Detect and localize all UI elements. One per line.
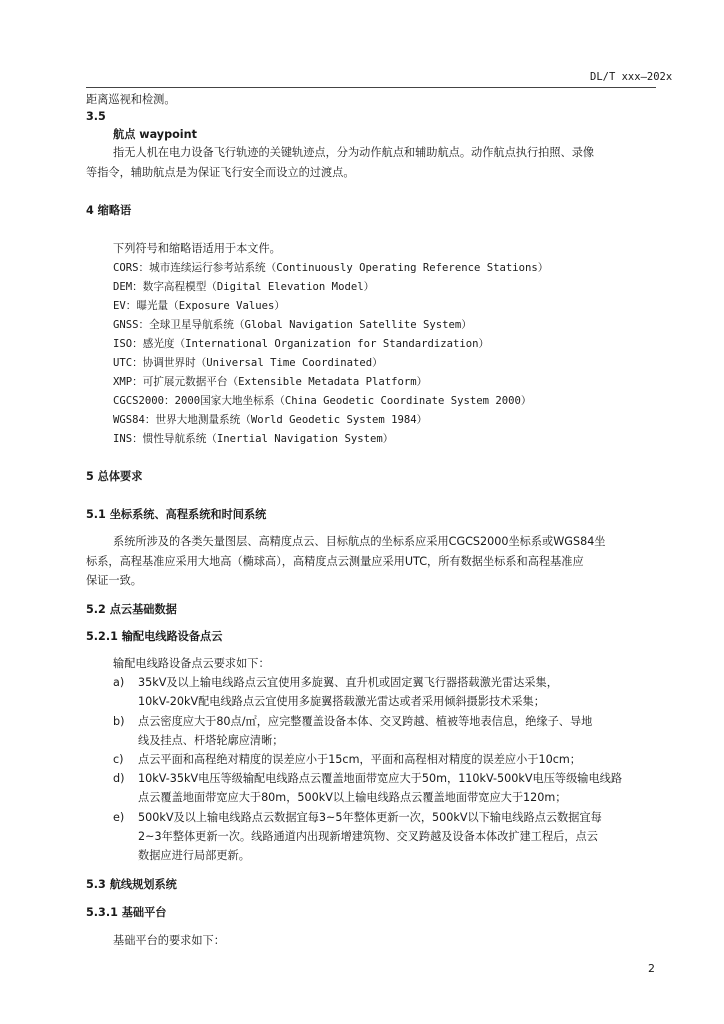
section-heading: 5.3.1 基础平台	[86, 906, 167, 919]
text-line: 10kV-20kV配电线路点云宜使用多旋翼搭载激光雷达或者采用倾斜摄影技术采集；	[138, 695, 545, 708]
text-line: 线及挂点、杆塔轮廓应清晰；	[138, 734, 284, 747]
text-line: EV：曝光量（Exposure Values）	[113, 300, 285, 312]
text-line: 点云平面和高程绝对精度的误差应小于15cm，平面和高程相对精度的误差应小于10cm；	[138, 753, 581, 766]
text-line: 10kV-35kV电压等级输配电线路点云覆盖地面带宽应大于50m，110kV-500kV电压等级输电线路	[138, 772, 623, 785]
text-line: 点云覆盖地面带宽应大于80m，500kV以上输电线路点云覆盖地面带宽应大于120m；	[138, 791, 567, 804]
text-line: c)	[113, 753, 124, 766]
text-line: 输配电线路设备点云要求如下：	[113, 657, 270, 670]
text-line: d)	[113, 772, 125, 785]
text-line: UTC：协调世界时（Universal Time Coordinated）	[113, 357, 383, 369]
text-line: CORS：城市连续运行参考站系统（Continuously Operating Reference Stations）	[113, 262, 549, 274]
text-line: b)	[113, 715, 125, 728]
text-line: 距离巡视和检测。	[86, 93, 176, 106]
text-line: 下列符号和缩略语适用于本文件。	[113, 242, 281, 255]
text-line: CGCS2000：2000国家大地坐标系（China Geodetic Coordinate System 2000）	[113, 395, 532, 407]
text-line: DEM：数字高程模型（Digital Elevation Model）	[113, 281, 375, 293]
document-code-header: DL/T xxx—202x	[590, 71, 673, 83]
text-line: ISO：感光度（International Organization for Standardization）	[113, 338, 490, 350]
text-line: GNSS：全球卫星导航系统（Global Navigation Satellite System）	[113, 319, 472, 331]
section-heading: 4 缩略语	[86, 204, 132, 217]
text-line: 保证一致。	[86, 574, 142, 587]
text-line: 500kV及以上输电线路点云数据宜每3~5年整体更新一次，500kV以下输电线路点云数据宜每	[138, 811, 602, 824]
page-number: 2	[648, 962, 655, 975]
text-line: e)	[113, 811, 125, 824]
section-heading: 5.1 坐标系统、高程系统和时间系统	[86, 508, 267, 521]
text-line: INS：惯性导航系统（Inertial Navigation System）	[113, 433, 394, 445]
text-line: a)	[113, 676, 125, 689]
section-heading: 5 总体要求	[86, 470, 143, 483]
text-line: 等指令，辅助航点是为保证飞行安全而设立的过渡点。	[86, 166, 355, 179]
section-heading: 航点 waypoint	[113, 128, 197, 141]
section-heading: 5.2.1 输配电线路设备点云	[86, 630, 223, 643]
text-line: 指无人机在电力设备飞行轨迹的关键轨迹点，分为动作航点和辅助航点。动作航点执行拍照、录像	[113, 146, 595, 159]
section-heading: 3.5	[86, 110, 106, 123]
text-line: 基础平台的要求如下：	[113, 934, 225, 947]
text-line: 点云密度应大于80点/㎡，应完整覆盖设备本体、交叉跨越、植被等地表信息，绝缘子、导地	[138, 715, 593, 728]
text-line: 数据应进行局部更新。	[138, 849, 250, 862]
header-rule	[86, 87, 656, 88]
section-heading: 5.3 航线规划系统	[86, 878, 177, 891]
section-heading: 5.2 点云基础数据	[86, 603, 177, 616]
text-line: XMP：可扩展元数据平台（Extensible Metadata Platform）	[113, 376, 428, 388]
text-line: 35kV及以上输电线路点云宜使用多旋翼、直升机或固定翼飞行器搭载激光雷达采集，	[138, 676, 558, 689]
text-line: 系统所涉及的各类矢量图层、高精度点云、目标航点的坐标系应采用CGCS2000坐标系或WGS84坐	[113, 535, 606, 548]
text-line: 标系，高程基准应采用大地高（椭球高），高精度点云测量应采用UTC，所有数据坐标系和高程基准应	[86, 555, 584, 568]
text-line: 2~3年整体更新一次。线路通道内出现新增建筑物、交叉跨越及设备本体改扩建工程后，点云	[138, 830, 598, 843]
text-line: WGS84：世界大地测量系统（World Geodetic System 1984）	[113, 414, 428, 426]
